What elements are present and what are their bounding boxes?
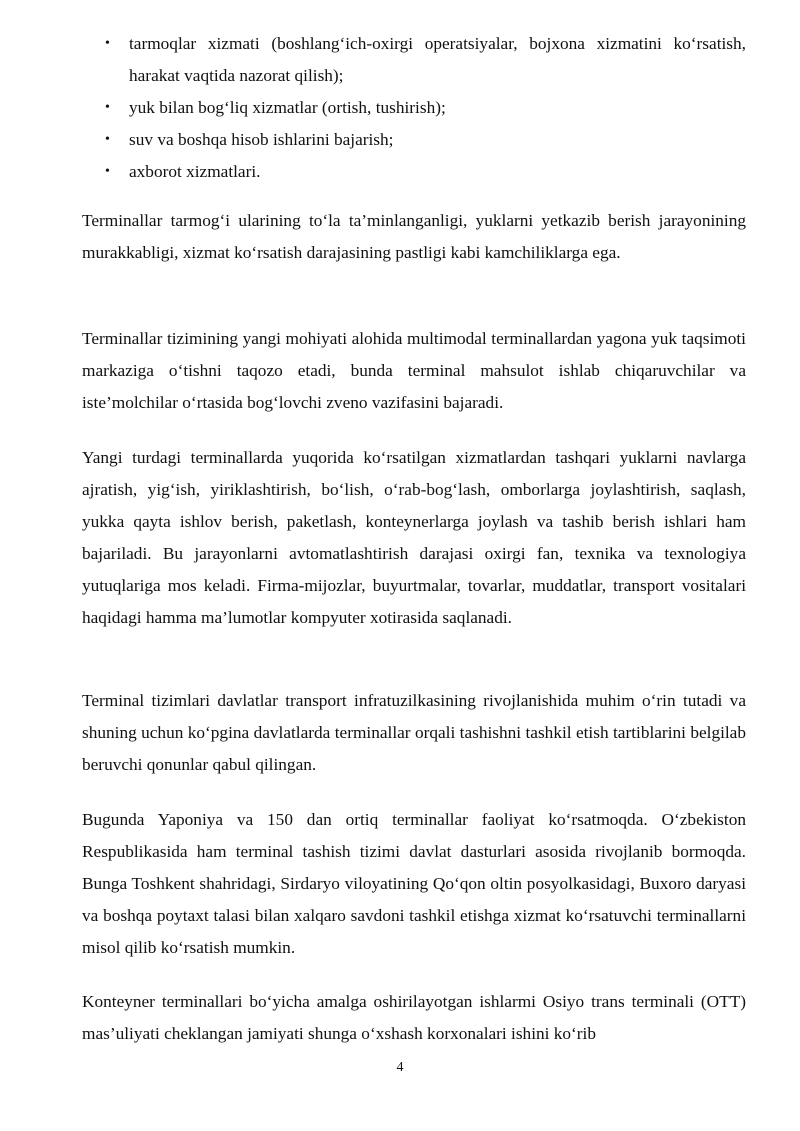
service-bullet-list	[0, 28, 800, 188]
paragraph: Terminallar tizimining yangi mohiyati alohida multimodal terminallardan yagona yuk taqsimoti markaziga o‘tishni taqozo etadi, bunda terminal mahsulot ishlab chiqaruvchilar va iste’molchilar o‘rtasida bog‘lovchi zveno vazifasini bajaradi.	[82, 329, 746, 412]
bullet-text: axborot xizmatlari.	[129, 162, 261, 181]
paragraph: Terminallar tarmog‘i ularining to‘la ta’minlanganligi, yuklarni yetkazib berish jarayonining murakkabligi, xizmat ko‘rsatish darajasining pastligi kabi kamchiliklarga ega.	[82, 211, 746, 262]
paragraph: Terminal tizimlari davlatlar transport infratuzilkasining rivojlanishida muhim o‘rin tutadi va shuning uchun ko‘pgina davlatlarda terminallar orqali tashishni tashkil etish tartiblarini belgilab beruvchi qonunlar qabul qilingan.	[82, 691, 746, 774]
paragraph: Yangi turdagi terminallarda yuqorida ko‘rsatilgan xizmatlardan tashqari yuklarni navlarga ajratish, yig‘ish, yiriklashtirish, bo‘lish, o‘rab-bog‘lash, omborlarga joylashtirish, saqlash, yukka qayta ishlov berish, paketlash, konteynerlarga joylash va tashib berish ishlari ham bajariladi. Bu jarayonlarni avtomatlashtirish darajasi oxirgi fan, texnika va texnologiya yutuqlariga mos keladi. Firma-mijozlar, buyurtmalar, tovarlar, muddatlar, transport vositalari haqidagi hamma ma’lumotlar kompyuter xotirasida saqlanadi.	[82, 448, 746, 627]
bullet-item	[105, 124, 746, 156]
paragraph: Bugunda Yaponiya va 150 dan ortiq terminallar faoliyat ko‘rsatmoqda. O‘zbekiston Respublikasida ham terminal tashish tizimi davlat dasturlari asosida rivojlanib bormoqda. Bunga Toshkent shahridagi, Sirdaryo viloyatining Qo‘qon oltin posyolkasidagi, Buxoro daryasi va boshqa poytaxt talasi bilan xalqaro savdoni tashkil etishga xizmat ko‘rsatuvchi terminallarni misol qilib ko‘rsatish mumkin.	[82, 810, 746, 957]
paragraph: Konteyner terminallari bo‘yicha amalga oshirilayotgan ishlarmi Osiyo trans terminali (OTT) mas’uliyati cheklangan jamiyati shunga o‘xshash korxonalari ishini ko‘rib	[82, 992, 746, 1043]
page-number: 4	[396, 1060, 404, 1075]
bullet-icon: •	[105, 164, 110, 179]
bullet-icon: •	[105, 132, 110, 147]
bullet-item	[105, 156, 746, 188]
bullet-item	[105, 28, 746, 92]
bullet-text: suv va boshqa hisob ishlarini bajarish;	[129, 130, 394, 149]
bullet-text: tarmoqlar xizmati (boshlang‘ich-oxirgi operatsiyalar, bojxona xizmatini ko‘rsatish, harakat vaqtida nazorat qilish);	[129, 34, 746, 85]
bullet-text: yuk bilan bog‘liq xizmatlar (ortish, tushirish);	[129, 98, 446, 117]
bullet-icon: •	[105, 36, 110, 51]
bullet-icon: •	[105, 100, 110, 115]
bullet-item	[105, 92, 746, 124]
